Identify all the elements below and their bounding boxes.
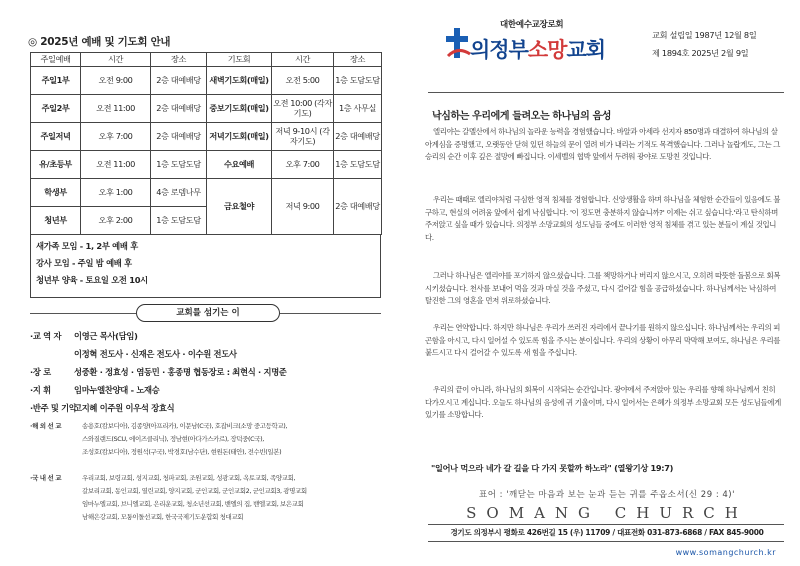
footer-rule: [428, 524, 784, 525]
service-name: 금요철야: [207, 179, 272, 235]
service-time: 오후 2:00: [81, 207, 151, 235]
staff-label: ·지 휘: [30, 385, 51, 395]
divider: [280, 313, 381, 314]
table-row: [31, 123, 207, 151]
table-row: [207, 95, 382, 123]
table-row: [207, 151, 382, 179]
staff-row: [30, 366, 287, 378]
service-name: 학생부: [31, 179, 81, 207]
staff-value: 성중환 · 정효성 · 염동민 · 홍종명 협동장로 : 최현식 · 지명준: [74, 367, 287, 377]
service-place: 2층 대예배당: [334, 123, 382, 151]
service-time: 오전 5:00: [272, 67, 334, 95]
sermon-paragraph: 엘리야는 갈멜산에서 하나님의 놀라운 능력을 경험했습니다. 바알과 아세라 선지자 850명과 대결하여 하나님의 살아계심을 증명했고, 오랫동안 닫혀 있던 하늘의 문이 열려 비가 내리는 기적도 목격했습니다. 그러나 놀랍게도, 그는 그 승리의 순간 이후 깊은 절망에 빠집니다. 이세벨의 협박 앞에서 두려워 광야로 도망친 것입니다.: [425, 127, 781, 162]
col-header-time: 시간: [272, 53, 334, 67]
service-time: 오후 7:00: [272, 151, 334, 179]
service-name: 유/초등부: [31, 151, 81, 179]
church-address: 경기도 의정부시 평화로 426번길 15 (우) 11709 / 대표전화 031-873-6868 / FAX 845-9000: [450, 528, 764, 537]
sermon-paragraph: 우리의 끝이 아니라, 하나님의 회복이 시작되는 순간입니다. 광야에서 주저앉아 있는 우리를 향해 하나님께서 친히 다가오시고 계십니다. 오늘도 하나님의 음성에 귀 기울이며, 다시 일어서는 은혜가 의정부 소망교회 모든 성도님들에게 있기를 소망합니다.: [425, 385, 781, 420]
issue-info: 제 1894호 2025년 2월 9일: [652, 48, 749, 58]
church-logo-text: [470, 34, 605, 64]
scripture-verse: "일어나 먹으라 네가 갈 길을 다 가지 못할까 하노라" (열왕기상 19:7): [431, 463, 674, 473]
domestic-line: 우리교회, 보령교회, 성지교회, 청파교회, 조원교회, 성광교회, 옥토교회, 족양교회,: [82, 474, 296, 482]
service-place: 2층 대예배당: [151, 95, 207, 123]
service-name: 중보기도회(매일): [207, 95, 272, 123]
info-line: 새가족 모임 - 1, 2부 예배 후: [36, 241, 138, 251]
service-time: 오전 11:00: [81, 151, 151, 179]
service-time: 저녁 9-10시 (각자기도): [272, 123, 334, 151]
sermon-title: 낙심하는 우리에게 들려오는 하나님의 음성: [432, 111, 612, 122]
staff-row: [30, 402, 174, 414]
col-header-service: 주일예배: [31, 53, 81, 67]
schedule-section-title: ◎ 2025년 예배 및 기도회 안내: [28, 36, 171, 48]
staff-value: 임마누엘찬양대 - 노재승: [74, 385, 160, 395]
sermon-paragraph: 우리는 때때로 엘리야처럼 극심한 영적 침체를 경험합니다. 신앙생활을 하며 하나님을 체험한 순간들이 있음에도 불구하고, 현실의 어려움 앞에서 쉽게 낙심합니다. '이 정도면 충분하지 않습니까?' 이제는 쉬고 싶습니다.'라고 탄식하며 주저앉고 싶을 때가 있습니다. 의정부 소망교회의 성도님들 중에도 이러한 영적 침체를 겪고 있는 분들이 계실 것입니다.: [425, 195, 781, 242]
table-row: [31, 151, 207, 179]
service-time: 오전 11:00: [81, 95, 151, 123]
staff-label: ·반주 및 기악: [30, 403, 77, 413]
service-place: 1층 도담도담: [334, 151, 382, 179]
sunday-worship-table: [30, 52, 207, 235]
overseas-line: 스와질랜드(SCU, 에이즈클리닉), 정남현(아다가스카르), 장덕중(C국),: [82, 435, 264, 443]
staff-value: 이정혁 전도사 · 신재은 전도사 · 이수원 전도사: [74, 349, 237, 359]
table-row: [31, 95, 207, 123]
staff-label: ·장 로: [30, 367, 51, 377]
logo-main: 의정부: [470, 38, 528, 62]
website-link[interactable]: www.somangchurch.kr: [675, 548, 776, 557]
overseas-line: 송용호(캄보디아), 김종양(아프리카), 이문남(C국), 호잡비크(소망 중고등학교),: [82, 422, 288, 430]
overseas-line: 조성호(캄보디아), 정원석(구국), 박경호(남수단), 현원돈(태안), 전수빈(일본): [82, 448, 282, 456]
service-place: 2층 대예배당: [151, 123, 207, 151]
logo-tail: 교회: [566, 38, 606, 62]
overseas-label: ·해 외 선 교: [30, 422, 62, 430]
divider: [30, 313, 136, 314]
service-place: 1층 도담도담: [151, 151, 207, 179]
col-header-place: 장소: [151, 53, 207, 67]
info-line: 청년부 양육 - 토요일 오전 10시: [36, 275, 148, 285]
domestic-line: 갈보리교회, 동인교회, 열린교회, 양지교회, 군인교회, 군인교회2, 군인교회3, 광명교회: [82, 487, 307, 495]
service-time: 오전 10:00 (각자기도): [272, 95, 334, 123]
staff-row: [30, 330, 138, 342]
service-time: 오후 7:00: [81, 123, 151, 151]
serve-title: 교회를 섬기는 이: [136, 304, 280, 322]
church-name-english: SOMANG CHURCH: [466, 504, 748, 522]
service-place: 2층 대예배당: [334, 179, 382, 235]
service-place: 1층 도담도담: [151, 207, 207, 235]
sermon-paragraph: 그러나 하나님은 엘리야를 포기하지 않으셨습니다. 그를 책망하거나 버리지 않으시고, 오히려 따뜻한 돌봄으로 회복시키셨습니다. 천사를 보내어 먹을 것과 마실 것을 주셨고, 다시 걸어갈 힘을 공급하셨습니다. 하나님께서는 낙심하여 탈진한 그의 영혼을 먼저 위로하셨습니다.: [425, 271, 781, 306]
domestic-line: 임마누엘교회, 브니엘교회, 은리운교회, 청소년선교회, 밴엘의 집, 밴엘교회, 보은교회: [82, 500, 304, 508]
service-name: 청년부: [31, 207, 81, 235]
domestic-label: ·국 내 선 교: [30, 474, 62, 482]
service-name: 주일1부: [31, 67, 81, 95]
church-logo-icon: [444, 26, 472, 62]
domestic-line: 남해은강교회, 모퉁이돌선교회, 한국국제기도운합회 청대교회: [82, 513, 244, 521]
service-place: 2층 대예배당: [151, 67, 207, 95]
table-row: [207, 179, 382, 235]
table-row: [31, 207, 207, 235]
staff-row: [30, 348, 237, 360]
service-place: 4층 로뎀나무: [151, 179, 207, 207]
service-name: 주일2부: [31, 95, 81, 123]
table-row: [31, 179, 207, 207]
col-header-prayer: 기도회: [207, 53, 272, 67]
service-name: 수요예배: [207, 151, 272, 179]
service-time: 저녁 9:00: [272, 179, 334, 235]
service-place: 1층 도담도담: [334, 67, 382, 95]
table-row: [207, 67, 382, 95]
service-place: 1층 사무실: [334, 95, 382, 123]
church-motto: 표어 : '깨닫는 마음과 보는 눈과 듣는 귀를 주옵소서(신 29 : 4)': [479, 490, 735, 500]
col-header-time: 시간: [81, 53, 151, 67]
header-rule: [428, 92, 784, 93]
service-time: 오후 1:00: [81, 179, 151, 207]
col-header-place: 장소: [334, 53, 382, 67]
staff-value: 이영근 목사(담임): [74, 331, 138, 341]
founded-date: 교회 설립일 1987년 12월 8일: [652, 30, 757, 40]
logo-accent: 소망: [527, 38, 567, 62]
staff-value: 고지혜 이주원 이우석 장효식: [74, 403, 175, 413]
table-row: [31, 67, 207, 95]
footer-rule: [428, 541, 784, 542]
service-name: 새벽기도회(매일): [207, 67, 272, 95]
staff-row: [30, 384, 159, 396]
service-time: 오전 9:00: [81, 67, 151, 95]
prayer-meeting-table: [206, 52, 382, 235]
sermon-paragraph: 우리는 연약합니다. 하지만 하나님은 우리가 쓰러진 자리에서 끝나기를 원하지 않으십니다. 하나님께서는 우리의 피곤함을 아시고, 다시 일어설 수 있도록 힘을 주시는 분이십니다. 우리의 상황이 아무리 막막해 보여도, 하나님은 우리를 붙드시고 다시 걸어갈 수 있도록 새 힘을 주십니다.: [425, 323, 781, 358]
staff-label: ·교 역 자: [30, 331, 62, 341]
info-line: 강사 모임 - 주일 밤 예배 후: [36, 258, 132, 268]
service-name: 저녁기도회(매일): [207, 123, 272, 151]
service-name: 주일저녁: [31, 123, 81, 151]
denomination: 대한예수교장로회: [500, 20, 564, 30]
table-row: [207, 123, 382, 151]
